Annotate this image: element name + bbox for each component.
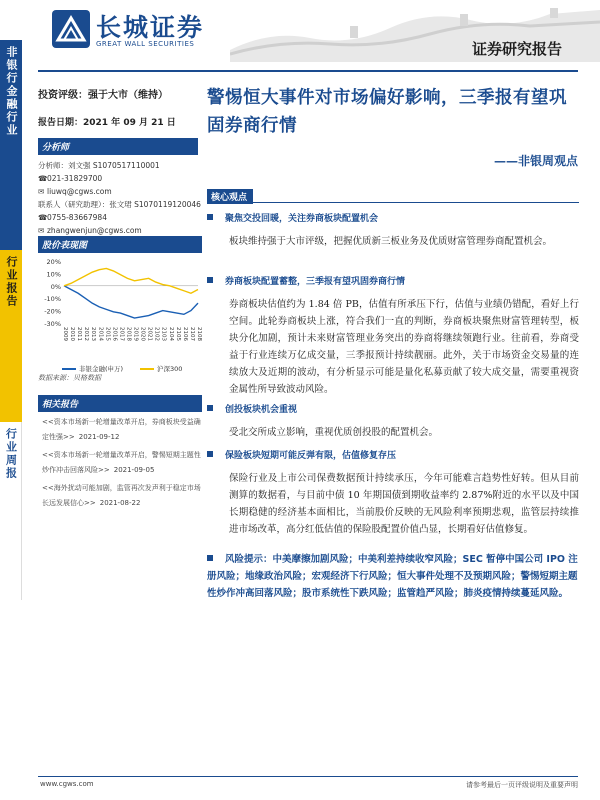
related-report-item[interactable]: <<资本市场新一轮增量改革开启，券商板块受益确定性强>> 2021-09-12 [42,418,201,441]
series-line [64,286,198,318]
bullet-square-icon [207,451,213,457]
y-tick-label: 10% [46,270,61,279]
chart-source: 数据来源：贝格数据 [38,374,101,382]
side-segment-industry: 非银行金融行业 [0,40,22,250]
analyst-line: ☎0755-83667984 [38,213,107,222]
analyst-line: ☎021-31829700 [38,174,103,183]
analyst-section [38,138,201,237]
analyst-lines [38,159,201,237]
y-tick-label: -10% [44,295,61,304]
phone-icon: ☎ [38,174,48,183]
y-tick-label: -20% [44,307,61,316]
logo-cn-text: 长城证券 [96,13,205,42]
x-tick-label: 2016 [111,327,118,341]
company-logo [52,8,212,52]
core-view-rule [253,202,579,203]
bullet-square-icon [207,214,213,220]
x-tick-label: 2107 [188,327,195,341]
point-4-heading: 保险板块短期可能反弹有限，估值修复存压 [207,448,579,461]
analyst-line: 分析师：刘文强 S1070517110001 [38,161,160,170]
related-list [38,415,202,511]
report-date: 报告日期：2021 年 09 月 21 日 [38,118,176,128]
x-tick-label: 2017 [118,327,125,341]
bullet-square-icon [207,405,213,411]
point-4-text: 保险行业及上市公司保费数据预计持续承压，今年可能难言趋势性好转。但从目前测算的数据看，与目前中债 10 年期国债到期收益率约 2.87%附近的水平以及中国长期稳健的经济基本面相比，当前股价反映的无风险利率预期悲观，监管层持续推进市场改革，高分红低估值的保险股配置价值凸显，长期看好估值修复。 [229,473,579,535]
point-3-heading: 创投板块机会重视 [207,402,579,415]
x-tick-label: 2020 [139,327,146,341]
phone-icon: ☎ [38,213,48,222]
logo-en-text: GREAT WALL SECURITIES [96,40,195,48]
related-reports [38,395,202,511]
x-tick-label: 2019 [132,327,139,341]
analyst-line: ✉ liuwq@cgws.com [38,187,112,196]
email-icon: ✉ [38,187,45,196]
y-tick-label: 20% [46,258,61,266]
x-tick-label: 2014 [97,327,104,341]
x-tick-label: 2018 [125,327,132,341]
core-view-heading [207,189,579,203]
point-1-heading: 聚焦交投回暖，关注券商板块配置机会 [207,211,579,224]
x-tick-label: 2106 [181,327,188,341]
report-title: 警惕恒大事件对市场偏好影响，三季报有望巩固券商行情 [207,88,567,136]
series-line [64,268,198,293]
analyst-line: 联系人（研究助理）：张文珺 S1070119120046 [38,200,201,209]
report-header [0,0,600,72]
x-tick-label: 2104 [167,327,174,341]
email-icon: ✉ [38,226,45,235]
x-tick-label: 2009 [62,327,68,341]
y-tick-label: 0% [50,282,61,291]
side-segment-weekly: 行业周报 [0,422,22,600]
x-tick-label: 2105 [174,327,181,341]
x-tick-label: 2102 [153,327,160,341]
footer-disclaimer: 请参考最后一页评级说明及重要声明 [466,781,578,789]
x-tick-label: 2013 [90,327,97,341]
left-column [38,80,201,237]
side-segment-report: 行业报告 [0,250,22,422]
x-tick-label: 2010 [69,327,76,341]
footer-divider [38,776,578,777]
legend-label: 非银金融(申万) [79,365,124,373]
point-3-text: 受北交所成立影响，重视优质创投股的配置机会。 [229,427,439,438]
related-report-item[interactable]: <<海外扰动可能加剧，监管再次发声利于稳定市场长远发展信心>> 2021-08-22 [42,484,201,507]
report-type: 证券研究报告 [471,40,562,58]
legend-label: 沪深300 [157,365,183,373]
footer-website[interactable]: www.cgws.com [40,780,94,788]
x-tick-label: 2012 [83,327,90,341]
y-tick-label: -30% [44,320,61,328]
core-view-label: 核心观点 [207,189,253,204]
stock-chart-section [38,236,202,386]
stock-performance-chart [38,253,202,381]
related-heading: 相关报告 [38,395,202,412]
analyst-line: ✉ zhangwenjun@cgws.com [38,226,142,235]
x-tick-label: 2103 [160,327,167,341]
x-tick-label: 2015 [104,327,111,341]
logo-mark-icon [52,10,90,48]
x-tick-label: 2021 [146,327,153,341]
x-tick-label: 2011 [76,327,83,341]
point-2-heading: 券商板块配置蓄整，三季报有望巩固券商行情 [207,274,579,287]
point-1-text: 板块维持强于大市评级，把握优质新三板业务及优质财富管理券商配置机会。 [229,236,553,247]
point-2-text: 券商板块估值约为 1.84 倍 PB，估值有所承压下行，估值与业绩仍错配，看好上行空间。此轮券商板块上涨，符合我们一直的判断，券商板块聚焦财富管理转型，板块分化加剧，预计未来财富管理业务突出的券商将继续领跑行业。往前看，券商受益于行业连续万亿成交量，三季报预计持续靓丽。此外，关于市场资金交易量的连续放大及近期的波动，有分析显示可能是量化私募贡献了较大成交量，需要重视资金属性所导致波动风险。 [229,299,579,395]
header-divider [38,70,578,72]
chart-heading: 股价表现图 [38,236,202,253]
related-report-item[interactable]: <<资本市场新一轮增量改革开启，警惕短期主题性炒作冲击回落风险>> 2021-09-05 [42,451,201,474]
risk-warning: 风险提示：中美摩擦加剧风险；中美利差持续收窄风险；SEC 暂停中国公司 IPO 注册风险；地缘政治风险；宏观经济下行风险；恒大事件处理不及预期风险；警惕短期主题性炒作冲高回落风险；股市系统性下跌风险；监管趋严风险；肺炎疫情持续蔓延风险。 [207,554,578,599]
bullet-square-icon [207,555,213,561]
analyst-heading: 分析师 [38,138,198,155]
bullet-square-icon [207,277,213,283]
investment-rating: 投资评级：强于大市（维持） [38,90,168,101]
report-subtitle: ——非银周观点 [493,154,578,168]
x-tick-label: 2108 [196,327,202,341]
